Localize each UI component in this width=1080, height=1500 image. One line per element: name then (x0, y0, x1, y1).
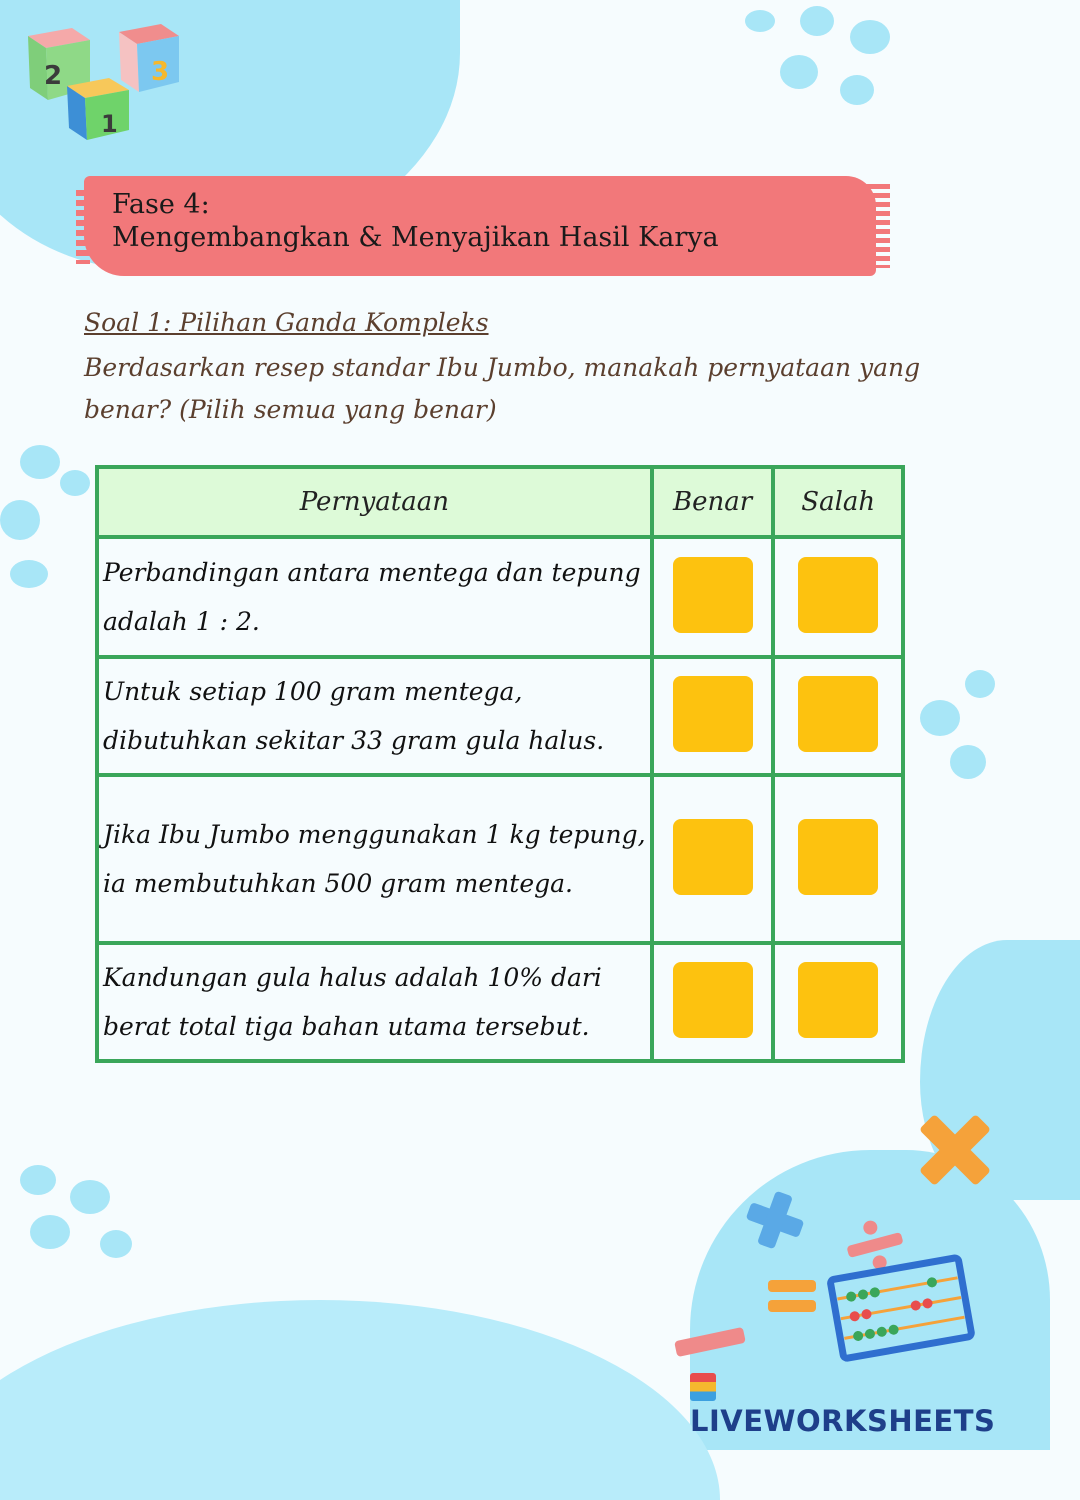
decor-dot (20, 1165, 56, 1195)
decor-dot (965, 670, 995, 698)
table-row (97, 537, 903, 657)
table-header-row (97, 467, 903, 537)
statement-text: Perbandingan antara mentega dan tepung adalah 1 : 2. (97, 537, 652, 657)
checkbox-false-3[interactable] (798, 819, 878, 895)
phase-heading (112, 188, 719, 254)
svg-text:1: 1 (101, 110, 118, 138)
liveworksheets-badge-icon (690, 1373, 716, 1401)
brand-name: LIVEWORKSHEETS (690, 1404, 996, 1438)
checkbox-true-4[interactable] (673, 962, 753, 1038)
number-cubes-icon (15, 18, 190, 143)
liveworksheets-logo[interactable] (690, 1370, 1000, 1438)
decor-dot (920, 700, 960, 736)
decor-dot (0, 500, 40, 540)
phase-label: Fase 4: (112, 189, 210, 220)
statement-text: Jika Ibu Jumbo menggunakan 1 kg tepung, ia membutuhkan 500 gram mentega. (97, 775, 652, 943)
math-symbols-icon (670, 1110, 1000, 1370)
table-row (97, 657, 903, 775)
header-false: Salah (773, 467, 903, 537)
question-title: Soal 1: Pilihan Ganda Kompleks (84, 308, 489, 337)
decor-dot (30, 1215, 70, 1249)
phase-subtitle: Mengembangkan & Menyajikan Hasil Karya (112, 222, 719, 253)
decor-dot (60, 470, 90, 496)
statement-text: Kandungan gula halus adalah 10% dari berat total tiga bahan utama tersebut. (97, 943, 652, 1061)
question-text: Berdasarkan resep standar Ibu Jumbo, manakah pernyataan yang benar? (Pilih semua yang benar) (84, 353, 921, 424)
decor-dot (70, 1180, 110, 1214)
checkbox-true-3[interactable] (673, 819, 753, 895)
decor-dot (745, 10, 775, 32)
checkbox-true-1[interactable] (673, 557, 753, 633)
checkbox-false-2[interactable] (798, 676, 878, 752)
decor-dot (950, 745, 986, 779)
decor-dot (800, 6, 834, 36)
table-row (97, 775, 903, 943)
statement-text: Untuk setiap 100 gram mentega, dibutuhkan sekitar 33 gram gula halus. (97, 657, 652, 775)
decor-dot (20, 445, 60, 479)
svg-text:2: 2 (44, 61, 63, 91)
table-row (97, 943, 903, 1061)
checkbox-false-1[interactable] (798, 557, 878, 633)
svg-text:3: 3 (151, 57, 170, 87)
header-statement: Pernyataan (97, 467, 652, 537)
decor-dot (10, 560, 48, 588)
answer-table (95, 465, 905, 1063)
bottom-left-blob (0, 1300, 720, 1500)
checkbox-true-2[interactable] (673, 676, 753, 752)
decor-dot (100, 1230, 132, 1258)
checkbox-false-4[interactable] (798, 962, 878, 1038)
decor-dot (850, 20, 890, 54)
decor-dot (780, 55, 818, 89)
decor-dot (840, 75, 874, 105)
header-true: Benar (652, 467, 774, 537)
